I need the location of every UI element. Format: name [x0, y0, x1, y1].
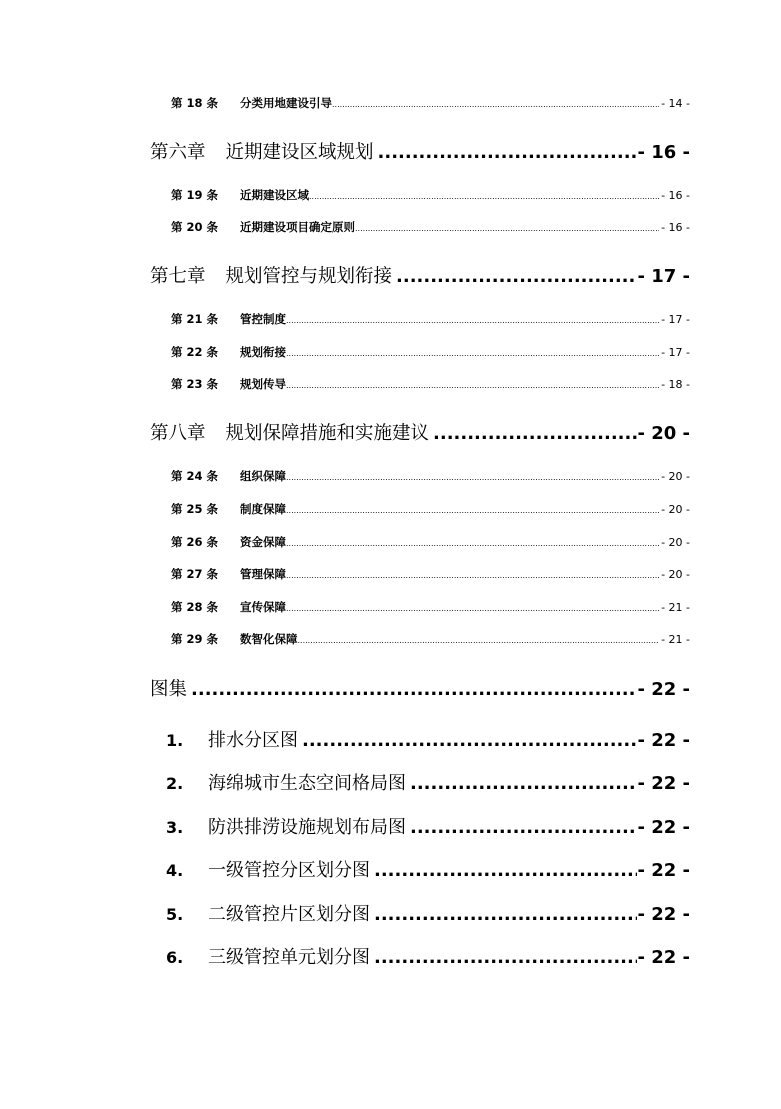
figure-number: 5. — [166, 905, 184, 924]
toc-article-26[interactable] — [171, 534, 690, 552]
dot-leader — [433, 423, 637, 444]
chapter-number: 第七章 — [150, 266, 206, 287]
figure-number: 2. — [166, 774, 184, 793]
article-title: 制度保障 — [240, 502, 286, 516]
page-number: - 16 - — [661, 221, 690, 234]
dot-leader — [378, 142, 638, 163]
article-number: 第 26 条 — [171, 535, 219, 549]
dot-leader — [286, 539, 659, 548]
toc-article-19[interactable] — [171, 187, 690, 205]
toc-article-22[interactable] — [171, 344, 690, 362]
article-number: 第 20 条 — [171, 220, 219, 234]
dot-leader — [286, 349, 659, 358]
article-title: 近期建设区域 — [240, 188, 309, 202]
article-title: 近期建设项目确定原则 — [240, 220, 355, 234]
toc-figure-2[interactable] — [166, 769, 690, 797]
toc-article-27[interactable] — [171, 566, 690, 584]
chapter-number: 第六章 — [150, 142, 206, 163]
page-number: - 16 - — [661, 189, 690, 202]
page-number: - 17 - — [637, 266, 690, 287]
dot-leader — [191, 679, 637, 700]
toc-article-18[interactable] — [171, 95, 690, 113]
dot-leader — [286, 381, 659, 390]
toc-article-24[interactable] — [171, 468, 690, 486]
page-number: - 16 - — [637, 142, 690, 163]
toc-article-21[interactable] — [171, 311, 690, 329]
dot-leader — [374, 860, 637, 881]
chapter-title: 近期建设区域规划 — [225, 142, 374, 163]
article-number: 第 19 条 — [171, 188, 219, 202]
dot-leader — [410, 773, 637, 794]
figure-title: 海绵城市生态空间格局图 — [208, 773, 406, 794]
article-number: 第 22 条 — [171, 345, 219, 359]
article-number: 第 18 条 — [171, 96, 219, 110]
toc-figure-4[interactable] — [166, 856, 690, 884]
article-title: 组织保障 — [240, 469, 286, 483]
article-title: 数智化保障 — [240, 632, 298, 646]
article-number: 第 28 条 — [171, 600, 219, 614]
article-number: 第 24 条 — [171, 469, 219, 483]
chapter-title: 规划管控与规划衔接 — [225, 266, 393, 287]
figure-number: 3. — [166, 818, 184, 837]
page-number: - 22 - — [637, 947, 690, 968]
page-number: - 20 - — [661, 503, 690, 516]
page-number: - 21 - — [661, 633, 690, 646]
toc-article-20[interactable] — [171, 219, 690, 237]
page-number: - 20 - — [661, 536, 690, 549]
article-title: 管理保障 — [240, 567, 286, 581]
dot-leader — [286, 316, 659, 325]
article-number: 第 27 条 — [171, 567, 219, 581]
page-number: - 18 - — [661, 378, 690, 391]
figure-title: 三级管控单元划分图 — [208, 947, 370, 968]
article-title: 宣传保障 — [240, 600, 286, 614]
dot-leader — [396, 266, 637, 287]
page-number: - 22 - — [637, 904, 690, 925]
dot-leader — [302, 730, 637, 751]
dot-leader — [410, 817, 637, 838]
figure-number: 4. — [166, 861, 184, 880]
article-title: 管控制度 — [240, 312, 286, 326]
dot-leader — [286, 506, 659, 515]
toc-article-23[interactable] — [171, 376, 690, 394]
figure-number: 6. — [166, 948, 184, 967]
dot-leader — [298, 636, 660, 645]
dot-leader — [286, 473, 659, 482]
dot-leader — [374, 947, 637, 968]
page-number: - 22 - — [637, 860, 690, 881]
figure-title: 防洪排涝设施规划布局图 — [208, 817, 406, 838]
toc-article-29[interactable] — [171, 631, 690, 649]
dot-leader — [309, 192, 659, 201]
article-number: 第 21 条 — [171, 312, 219, 326]
page-number: - 14 - — [661, 97, 690, 110]
toc-figure-6[interactable] — [166, 943, 690, 971]
figure-title: 一级管控分区划分图 — [208, 860, 370, 881]
toc-chapter-6[interactable] — [150, 138, 690, 166]
chapter-number: 第八章 — [150, 423, 206, 444]
section-title: 图集 — [150, 679, 188, 700]
page-number: - 21 - — [661, 601, 690, 614]
page-number: - 17 - — [661, 346, 690, 359]
dot-leader — [355, 224, 659, 233]
article-number: 第 25 条 — [171, 502, 219, 516]
page-number: - 22 - — [637, 773, 690, 794]
dot-leader — [332, 100, 659, 109]
toc-article-25[interactable] — [171, 501, 690, 519]
figure-title: 排水分区图 — [208, 730, 298, 751]
chapter-title: 规划保障措施和实施建议 — [225, 423, 430, 444]
article-title: 资金保障 — [240, 535, 286, 549]
figure-number: 1. — [166, 731, 184, 750]
page-number: - 20 - — [637, 423, 690, 444]
dot-leader — [286, 571, 659, 580]
toc-figure-1[interactable] — [166, 726, 690, 754]
dot-leader — [286, 604, 659, 613]
toc-section-atlas[interactable] — [150, 675, 690, 703]
figure-title: 二级管控片区划分图 — [208, 904, 370, 925]
page-number: - 22 - — [637, 817, 690, 838]
page-number: - 20 - — [661, 470, 690, 483]
article-number: 第 23 条 — [171, 377, 219, 391]
toc-article-28[interactable] — [171, 599, 690, 617]
article-title: 规划传导 — [240, 377, 286, 391]
toc-figure-3[interactable] — [166, 813, 690, 841]
article-number: 第 29 条 — [171, 632, 219, 646]
toc-chapter-8[interactable] — [150, 419, 690, 447]
article-title: 分类用地建设引导 — [240, 96, 332, 110]
page-number: - 20 - — [661, 568, 690, 581]
toc-chapter-7[interactable] — [150, 262, 690, 290]
page-number: - 17 - — [661, 313, 690, 326]
article-title: 规划衔接 — [240, 345, 286, 359]
toc-figure-5[interactable] — [166, 900, 690, 928]
dot-leader — [374, 904, 637, 925]
page-number: - 22 - — [637, 730, 690, 751]
page-number: - 22 - — [637, 679, 690, 700]
